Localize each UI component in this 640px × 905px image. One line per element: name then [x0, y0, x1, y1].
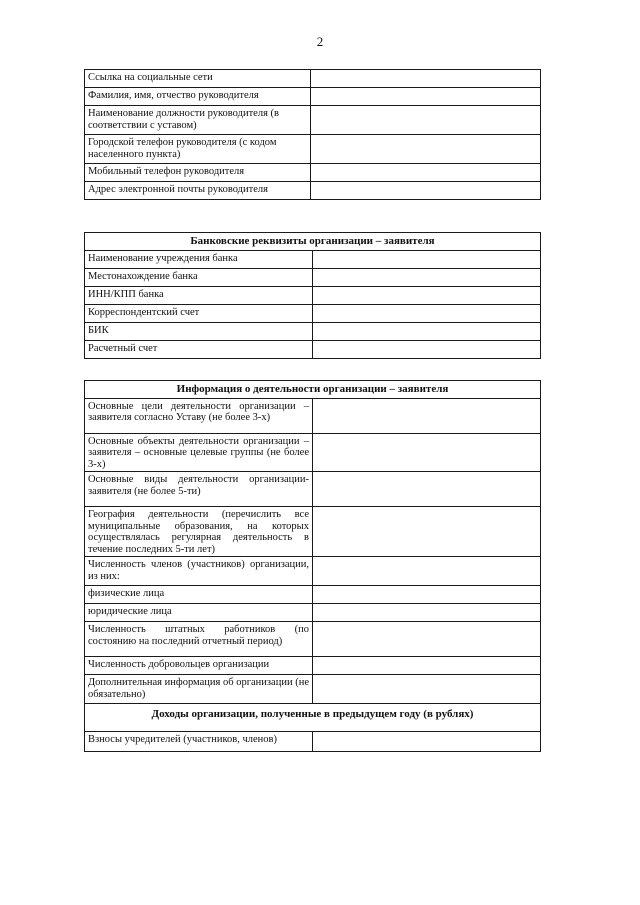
page-number: 2	[316, 34, 324, 49]
table-row	[85, 304, 541, 322]
table-header-row	[85, 704, 541, 732]
value-cell-head-position[interactable]	[311, 106, 541, 135]
row-label-bank-name: Наименование учреждения банка	[85, 250, 313, 268]
row-label-target-groups: Основные объекты деятельности организации – заявителя – основные целевые группы (не более 3-х)	[85, 433, 313, 472]
table-row	[85, 433, 541, 472]
value-cell-social-links[interactable]	[311, 70, 541, 88]
row-label-additional-info: Дополнительная информация об организации (не обязательно)	[85, 675, 313, 704]
activity-info-title: Информация о деятельности организации – заявителя	[85, 381, 541, 399]
row-label-geography: География деятельности (перечислить все муниципальные образования, на которых осуществлялась регулярная деятельность в течение последних 5-ти лет)	[85, 507, 313, 557]
row-label-individuals: физические лица	[85, 586, 313, 604]
table-row	[85, 675, 541, 704]
value-cell-bank-name[interactable]	[313, 250, 541, 268]
row-label-members-count: Численность членов (участников) организации, из них:	[85, 557, 313, 586]
row-label-social-links: Ссылка на социальные сети	[85, 70, 311, 88]
row-label-volunteers-count: Численность добровольцев организации	[85, 657, 313, 675]
table-row	[85, 557, 541, 586]
table-row	[85, 322, 541, 340]
value-cell-settlement-account[interactable]	[313, 340, 541, 358]
row-label-legal-entities: юридические лица	[85, 604, 313, 622]
value-cell-bank-location[interactable]	[313, 268, 541, 286]
row-label-head-position: Наименование должности руководителя (в соответствии с уставом)	[85, 106, 311, 135]
contacts-table	[84, 69, 541, 200]
row-label-head-email: Адрес электронной почты руководителя	[85, 182, 311, 200]
table-row	[85, 88, 541, 106]
value-cell-head-city-phone[interactable]	[311, 135, 541, 164]
table-header-row	[85, 381, 541, 399]
row-label-bank-inn-kpp: ИНН/КПП банка	[85, 286, 313, 304]
row-label-activity-types: Основные виды деятельности организации-заявителя (не более 5-ти)	[85, 472, 313, 507]
row-label-head-mobile: Мобильный телефон руководителя	[85, 164, 311, 182]
value-cell-staff-count[interactable]	[313, 622, 541, 657]
table-row	[85, 250, 541, 268]
row-label-staff-count: Численность штатных работников (по состоянию на последний отчетный период)	[85, 622, 313, 657]
table-row	[85, 135, 541, 164]
row-label-main-goals: Основные цели деятельности организации – заявителя согласно Уставу (не более 3-х)	[85, 398, 313, 433]
table-row	[85, 604, 541, 622]
value-cell-volunteers-count[interactable]	[313, 657, 541, 675]
bank-details-table	[84, 232, 541, 359]
row-label-head-city-phone: Городской телефон руководителя (с кодом населенного пункта)	[85, 135, 311, 164]
row-label-corr-account: Корреспондентский счет	[85, 304, 313, 322]
bank-details-title: Банковские реквизиты организации – заявителя	[85, 233, 541, 251]
value-cell-legal-entities[interactable]	[313, 604, 541, 622]
table-row	[85, 164, 541, 182]
activity-info-table	[84, 380, 541, 752]
value-cell-bank-inn-kpp[interactable]	[313, 286, 541, 304]
value-cell-founder-contributions[interactable]	[313, 731, 541, 751]
table-row	[85, 286, 541, 304]
value-cell-additional-info[interactable]	[313, 675, 541, 704]
value-cell-corr-account[interactable]	[313, 304, 541, 322]
table-row	[85, 622, 541, 657]
table-row	[85, 472, 541, 507]
value-cell-geography[interactable]	[313, 507, 541, 557]
row-label-bank-location: Местонахождение банка	[85, 268, 313, 286]
table-row	[85, 182, 541, 200]
table-row	[85, 70, 541, 88]
value-cell-head-name[interactable]	[311, 88, 541, 106]
value-cell-main-goals[interactable]	[313, 398, 541, 433]
value-cell-head-mobile[interactable]	[311, 164, 541, 182]
table-row	[85, 398, 541, 433]
row-label-bik: БИК	[85, 322, 313, 340]
value-cell-head-email[interactable]	[311, 182, 541, 200]
value-cell-individuals[interactable]	[313, 586, 541, 604]
value-cell-bik[interactable]	[313, 322, 541, 340]
table-row	[85, 340, 541, 358]
table-row	[85, 268, 541, 286]
value-cell-members-count[interactable]	[313, 557, 541, 586]
row-label-founder-contributions: Взносы учредителей (участников, членов)	[85, 731, 313, 751]
table-row	[85, 586, 541, 604]
row-label-head-name: Фамилия, имя, отчество руководителя	[85, 88, 311, 106]
table-row	[85, 507, 541, 557]
table-row	[85, 106, 541, 135]
table-row	[85, 657, 541, 675]
table-header-row	[85, 233, 541, 251]
value-cell-activity-types[interactable]	[313, 472, 541, 507]
value-cell-target-groups[interactable]	[313, 433, 541, 472]
income-title: Доходы организации, полученные в предыдущем году (в рублях)	[85, 704, 541, 732]
table-row	[85, 731, 541, 751]
row-label-settlement-account: Расчетный счет	[85, 340, 313, 358]
